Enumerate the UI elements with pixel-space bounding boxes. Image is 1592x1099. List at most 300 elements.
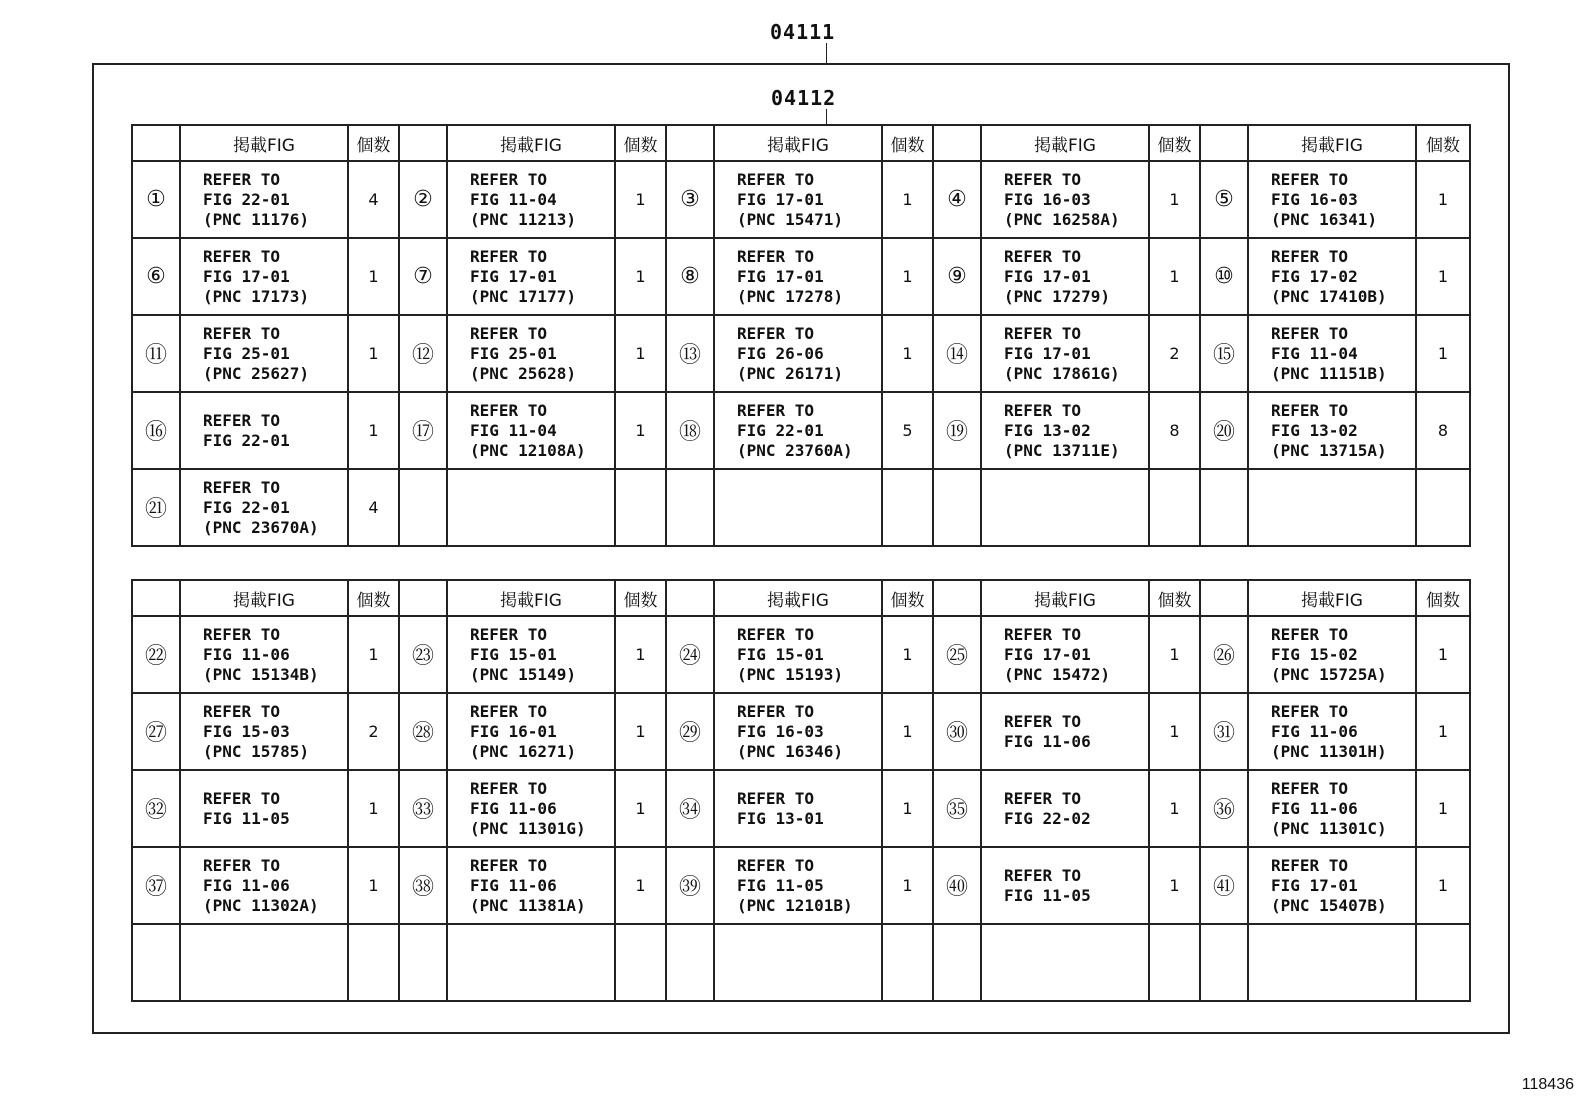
ref-line: (PNC 11381A)	[470, 895, 586, 915]
ref-line: FIG 11-04	[470, 189, 557, 209]
ref-fig-cell	[180, 770, 348, 847]
ref-line: (PNC 15149)	[470, 664, 576, 684]
table-header-row	[132, 580, 1470, 616]
ref-fig-cell	[447, 616, 615, 693]
ref-fig-cell	[1248, 847, 1416, 924]
ref-line: FIG 11-06	[470, 875, 557, 895]
ref-line: (PNC 15785)	[203, 741, 309, 761]
ref-fig-cell	[447, 315, 615, 392]
ref-line: (PNC 16341)	[1271, 209, 1377, 229]
header-qty: 個数	[1149, 580, 1200, 616]
key-number: ㊶	[1200, 847, 1248, 924]
ref-line: FIG 15-01	[470, 644, 557, 664]
ref-line: REFER TO	[203, 701, 281, 721]
header-qty: 個数	[1416, 580, 1470, 616]
ref-fig-cell	[981, 161, 1149, 238]
ref-fig-cell	[1248, 392, 1416, 469]
table-row	[132, 616, 1470, 693]
ref-line: FIG 11-05	[737, 875, 824, 895]
qty-cell: 1	[615, 693, 666, 770]
qty-cell: 1	[1416, 847, 1470, 924]
ref-line: REFER TO	[470, 778, 548, 798]
qty-cell: 1	[882, 315, 933, 392]
header-qty: 個数	[1416, 125, 1470, 161]
ref-fig-cell	[714, 469, 882, 546]
ref-line: REFER TO	[1271, 855, 1349, 875]
qty-cell: 8	[1416, 392, 1470, 469]
ref-line: REFER TO	[737, 246, 815, 266]
key-number: ㉑	[132, 469, 180, 546]
reference-table-2	[131, 579, 1471, 1002]
ref-line: REFER TO	[1271, 400, 1349, 420]
ref-fig-cell	[180, 238, 348, 315]
ref-fig-cell	[714, 924, 882, 1001]
qty-cell: 1	[882, 238, 933, 315]
qty-cell: 1	[882, 161, 933, 238]
leader-line-top	[826, 43, 827, 63]
key-number: ①	[132, 161, 180, 238]
table-row	[132, 238, 1470, 315]
qty-cell: 1	[615, 392, 666, 469]
ref-line: REFER TO	[203, 477, 281, 497]
header-key-cell	[933, 580, 981, 616]
qty-cell: 4	[348, 469, 399, 546]
ref-line: REFER TO	[203, 624, 281, 644]
key-number	[933, 924, 981, 1001]
ref-fig-cell	[714, 238, 882, 315]
qty-cell: 2	[348, 693, 399, 770]
key-number	[132, 924, 180, 1001]
ref-line: FIG 11-06	[203, 875, 290, 895]
ref-line: FIG 13-01	[737, 808, 824, 828]
ref-fig-cell	[981, 238, 1149, 315]
ref-line: REFER TO	[203, 855, 281, 875]
ref-line: (PNC 11302A)	[203, 895, 319, 915]
key-number	[933, 469, 981, 546]
qty-cell: 1	[1416, 238, 1470, 315]
key-number: ②	[399, 161, 447, 238]
ref-fig-cell	[981, 924, 1149, 1001]
header-ref-fig: 掲載FIG	[447, 580, 615, 616]
ref-line: FIG 13-02	[1271, 420, 1358, 440]
header-key-cell	[132, 125, 180, 161]
header-key-cell	[666, 580, 714, 616]
key-number: ④	[933, 161, 981, 238]
table-header-row	[132, 125, 1470, 161]
qty-cell	[882, 469, 933, 546]
qty-cell: 1	[615, 161, 666, 238]
ref-fig-cell	[1248, 315, 1416, 392]
key-number: ㊱	[1200, 770, 1248, 847]
qty-cell: 1	[882, 616, 933, 693]
key-number: ㊳	[399, 847, 447, 924]
key-number: ㉙	[666, 693, 714, 770]
key-number: ㉓	[399, 616, 447, 693]
ref-line: FIG 11-05	[1004, 885, 1091, 905]
key-number: ⑫	[399, 315, 447, 392]
header-key-cell	[399, 580, 447, 616]
reference-table-1	[131, 124, 1471, 547]
ref-line: (PNC 11176)	[203, 209, 309, 229]
header-ref-fig: 掲載FIG	[180, 580, 348, 616]
key-number: ㉞	[666, 770, 714, 847]
ref-fig-cell	[1248, 469, 1416, 546]
ref-line: FIG 15-02	[1271, 644, 1358, 664]
ref-fig-cell	[714, 161, 882, 238]
key-number: ⑤	[1200, 161, 1248, 238]
ref-line: FIG 16-03	[737, 721, 824, 741]
header-key-cell	[1200, 125, 1248, 161]
ref-line: (PNC 23670A)	[203, 517, 319, 537]
table-row	[132, 693, 1470, 770]
key-number: ⑪	[132, 315, 180, 392]
ref-line: REFER TO	[737, 169, 815, 189]
ref-line: FIG 11-06	[1271, 721, 1358, 741]
ref-fig-cell	[180, 392, 348, 469]
ref-line: (PNC 16346)	[737, 741, 843, 761]
ref-line: FIG 17-01	[1271, 875, 1358, 895]
ref-line: (PNC 17177)	[470, 286, 576, 306]
header-qty: 個数	[615, 125, 666, 161]
qty-cell: 1	[348, 847, 399, 924]
qty-cell: 1	[1416, 770, 1470, 847]
key-number: ⑥	[132, 238, 180, 315]
ref-line: (PNC 25627)	[203, 363, 309, 383]
key-number: ㉕	[933, 616, 981, 693]
ref-fig-cell	[447, 693, 615, 770]
header-ref-fig: 掲載FIG	[180, 125, 348, 161]
key-number: ⑦	[399, 238, 447, 315]
header-qty: 個数	[1149, 125, 1200, 161]
ref-line: FIG 26-06	[737, 343, 824, 363]
ref-line: REFER TO	[470, 323, 548, 343]
ref-fig-cell	[180, 315, 348, 392]
key-number	[399, 924, 447, 1001]
ref-line: REFER TO	[470, 624, 548, 644]
ref-line: FIG 17-01	[1004, 266, 1091, 286]
qty-cell: 1	[615, 616, 666, 693]
ref-fig-cell	[180, 616, 348, 693]
ref-line: (PNC 17861G)	[1004, 363, 1120, 383]
ref-line: FIG 11-06	[470, 798, 557, 818]
ref-line: FIG 22-01	[737, 420, 824, 440]
ref-line: REFER TO	[737, 788, 815, 808]
ref-line: FIG 11-06	[1004, 731, 1091, 751]
ref-line: REFER TO	[203, 323, 281, 343]
ref-line: FIG 17-01	[1004, 644, 1091, 664]
ref-line: REFER TO	[1004, 624, 1082, 644]
ref-line: REFER TO	[1271, 323, 1349, 343]
qty-cell: 1	[1149, 847, 1200, 924]
ref-line: FIG 15-03	[203, 721, 290, 741]
key-number: ⑨	[933, 238, 981, 315]
header-ref-fig: 掲載FIG	[981, 580, 1149, 616]
qty-cell	[1416, 469, 1470, 546]
ref-line: (PNC 11301H)	[1271, 741, 1387, 761]
qty-cell	[615, 924, 666, 1001]
leader-line-inner	[826, 109, 827, 124]
ref-fig-cell	[1248, 770, 1416, 847]
ref-line: FIG 11-06	[1271, 798, 1358, 818]
qty-cell: 1	[615, 238, 666, 315]
key-number: ③	[666, 161, 714, 238]
qty-cell: 1	[1149, 161, 1200, 238]
qty-cell: 1	[615, 847, 666, 924]
table-row	[132, 392, 1470, 469]
ref-line: (PNC 13715A)	[1271, 440, 1387, 460]
key-number: ⑱	[666, 392, 714, 469]
ref-line: REFER TO	[737, 400, 815, 420]
ref-line: FIG 11-04	[470, 420, 557, 440]
key-number: ⑲	[933, 392, 981, 469]
qty-cell	[348, 924, 399, 1001]
header-key-cell	[933, 125, 981, 161]
ref-fig-cell	[1248, 924, 1416, 1001]
ref-line: (PNC 26171)	[737, 363, 843, 383]
ref-fig-cell	[714, 392, 882, 469]
ref-fig-cell	[1248, 616, 1416, 693]
ref-line: REFER TO	[203, 410, 281, 430]
ref-line: REFER TO	[1004, 246, 1082, 266]
ref-line: FIG 11-05	[203, 808, 290, 828]
ref-line: REFER TO	[1004, 323, 1082, 343]
ref-line: FIG 16-03	[1271, 189, 1358, 209]
qty-cell: 1	[1416, 616, 1470, 693]
qty-cell: 5	[882, 392, 933, 469]
ref-line: FIG 17-01	[737, 266, 824, 286]
ref-line: (PNC 16258A)	[1004, 209, 1120, 229]
ref-fig-cell	[447, 847, 615, 924]
ref-line: REFER TO	[203, 169, 281, 189]
header-qty: 個数	[615, 580, 666, 616]
ref-line: REFER TO	[737, 855, 815, 875]
ref-line: (PNC 23760A)	[737, 440, 853, 460]
key-number: ㉝	[399, 770, 447, 847]
header-ref-fig: 掲載FIG	[1248, 125, 1416, 161]
ref-fig-cell	[1248, 693, 1416, 770]
qty-cell: 1	[615, 315, 666, 392]
qty-cell: 1	[882, 847, 933, 924]
header-qty: 個数	[348, 580, 399, 616]
ref-line: REFER TO	[737, 624, 815, 644]
assembly-label-inner: 04112	[771, 86, 837, 110]
ref-line: REFER TO	[1271, 246, 1349, 266]
ref-line: REFER TO	[470, 400, 548, 420]
key-number: ㉜	[132, 770, 180, 847]
ref-fig-cell	[714, 616, 882, 693]
key-number: ㉚	[933, 693, 981, 770]
ref-line: (PNC 11301C)	[1271, 818, 1387, 838]
ref-fig-cell	[1248, 161, 1416, 238]
ref-line: FIG 16-01	[470, 721, 557, 741]
ref-line: FIG 17-01	[737, 189, 824, 209]
ref-line: FIG 15-01	[737, 644, 824, 664]
qty-cell: 1	[348, 238, 399, 315]
key-number: ㉟	[933, 770, 981, 847]
key-number: ⑬	[666, 315, 714, 392]
table-row	[132, 315, 1470, 392]
ref-line: REFER TO	[737, 323, 815, 343]
qty-cell: 1	[1416, 693, 1470, 770]
header-key-cell	[666, 125, 714, 161]
qty-cell: 1	[1149, 616, 1200, 693]
table-row	[132, 847, 1470, 924]
qty-cell	[1149, 924, 1200, 1001]
qty-cell: 4	[348, 161, 399, 238]
qty-cell: 1	[348, 616, 399, 693]
key-number: ㉖	[1200, 616, 1248, 693]
key-number: ⑩	[1200, 238, 1248, 315]
ref-fig-cell	[1248, 238, 1416, 315]
ref-line: (PNC 12108A)	[470, 440, 586, 460]
header-ref-fig: 掲載FIG	[1248, 580, 1416, 616]
ref-line: (PNC 15472)	[1004, 664, 1110, 684]
ref-line: FIG 22-01	[203, 497, 290, 517]
header-qty: 個数	[882, 125, 933, 161]
ref-line: REFER TO	[470, 169, 548, 189]
key-number	[666, 469, 714, 546]
ref-line: REFER TO	[737, 701, 815, 721]
table-row	[132, 161, 1470, 238]
ref-line: FIG 22-02	[1004, 808, 1091, 828]
qty-cell: 1	[348, 392, 399, 469]
ref-fig-cell	[447, 770, 615, 847]
ref-line: REFER TO	[203, 788, 281, 808]
ref-line: FIG 16-03	[1004, 189, 1091, 209]
ref-line: FIG 22-01	[203, 430, 290, 450]
ref-line: FIG 25-01	[470, 343, 557, 363]
ref-fig-cell	[714, 315, 882, 392]
key-number: ㉛	[1200, 693, 1248, 770]
ref-line: FIG 22-01	[203, 189, 290, 209]
ref-line: (PNC 15725A)	[1271, 664, 1387, 684]
qty-cell	[615, 469, 666, 546]
key-number: ⑭	[933, 315, 981, 392]
ref-fig-cell	[447, 392, 615, 469]
ref-fig-cell	[981, 770, 1149, 847]
ref-fig-cell	[981, 469, 1149, 546]
key-number	[666, 924, 714, 1001]
ref-line: REFER TO	[1271, 169, 1349, 189]
key-number: ⑰	[399, 392, 447, 469]
header-key-cell	[1200, 580, 1248, 616]
ref-line: REFER TO	[1004, 169, 1082, 189]
header-ref-fig: 掲載FIG	[981, 125, 1149, 161]
illustration-number: 118436	[1521, 1076, 1574, 1093]
ref-line: REFER TO	[1004, 400, 1082, 420]
key-number: ⑳	[1200, 392, 1248, 469]
header-ref-fig: 掲載FIG	[714, 125, 882, 161]
qty-cell: 1	[882, 770, 933, 847]
table-row	[132, 770, 1470, 847]
qty-cell	[1416, 924, 1470, 1001]
ref-fig-cell	[714, 693, 882, 770]
ref-line: (PNC 15193)	[737, 664, 843, 684]
ref-line: (PNC 15407B)	[1271, 895, 1387, 915]
ref-line: (PNC 25628)	[470, 363, 576, 383]
ref-fig-cell	[981, 392, 1149, 469]
ref-line: FIG 17-01	[470, 266, 557, 286]
key-number	[399, 469, 447, 546]
key-number: ㉗	[132, 693, 180, 770]
ref-fig-cell	[447, 161, 615, 238]
ref-line: (PNC 11301G)	[470, 818, 586, 838]
ref-fig-cell	[180, 693, 348, 770]
ref-line: (PNC 17278)	[737, 286, 843, 306]
qty-cell: 1	[1416, 315, 1470, 392]
ref-fig-cell	[981, 616, 1149, 693]
key-number: ㊴	[666, 847, 714, 924]
key-number: ㉔	[666, 616, 714, 693]
ref-line: (PNC 13711E)	[1004, 440, 1120, 460]
qty-cell: 1	[348, 770, 399, 847]
ref-fig-cell	[180, 847, 348, 924]
qty-cell: 1	[1149, 693, 1200, 770]
ref-line: REFER TO	[1271, 778, 1349, 798]
ref-line: REFER TO	[203, 246, 281, 266]
qty-cell: 1	[1149, 770, 1200, 847]
key-number: ㉘	[399, 693, 447, 770]
header-key-cell	[399, 125, 447, 161]
header-ref-fig: 掲載FIG	[447, 125, 615, 161]
ref-line: FIG 11-04	[1271, 343, 1358, 363]
key-number: ⑧	[666, 238, 714, 315]
ref-line: (PNC 17279)	[1004, 286, 1110, 306]
ref-line: FIG 13-02	[1004, 420, 1091, 440]
ref-line: REFER TO	[1004, 711, 1082, 731]
ref-line: (PNC 16271)	[470, 741, 576, 761]
ref-line: REFER TO	[470, 855, 548, 875]
ref-line: REFER TO	[1004, 865, 1082, 885]
header-ref-fig: 掲載FIG	[714, 580, 882, 616]
ref-fig-cell	[981, 693, 1149, 770]
ref-line: REFER TO	[470, 246, 548, 266]
key-number: ⑮	[1200, 315, 1248, 392]
ref-fig-cell	[447, 238, 615, 315]
header-key-cell	[132, 580, 180, 616]
qty-cell: 1	[348, 315, 399, 392]
header-qty: 個数	[882, 580, 933, 616]
qty-cell: 1	[615, 770, 666, 847]
key-number	[1200, 469, 1248, 546]
ref-line: FIG 11-06	[203, 644, 290, 664]
ref-line: REFER TO	[470, 701, 548, 721]
qty-cell: 1	[1149, 238, 1200, 315]
qty-cell	[1149, 469, 1200, 546]
ref-line: (PNC 17410B)	[1271, 286, 1387, 306]
ref-line: (PNC 15134B)	[203, 664, 319, 684]
ref-fig-cell	[981, 847, 1149, 924]
ref-line: (PNC 11151B)	[1271, 363, 1387, 383]
table-row	[132, 469, 1470, 546]
qty-cell: 8	[1149, 392, 1200, 469]
qty-cell: 1	[882, 693, 933, 770]
ref-fig-cell	[180, 161, 348, 238]
ref-fig-cell	[981, 315, 1149, 392]
ref-fig-cell	[447, 469, 615, 546]
key-number: ㊵	[933, 847, 981, 924]
key-number: ⑯	[132, 392, 180, 469]
key-number: ㉒	[132, 616, 180, 693]
ref-fig-cell	[180, 924, 348, 1001]
qty-cell	[882, 924, 933, 1001]
ref-line: REFER TO	[1271, 624, 1349, 644]
ref-line: (PNC 15471)	[737, 209, 843, 229]
ref-line: (PNC 11213)	[470, 209, 576, 229]
header-qty: 個数	[348, 125, 399, 161]
ref-fig-cell	[714, 847, 882, 924]
assembly-label-top: 04111	[770, 20, 836, 44]
